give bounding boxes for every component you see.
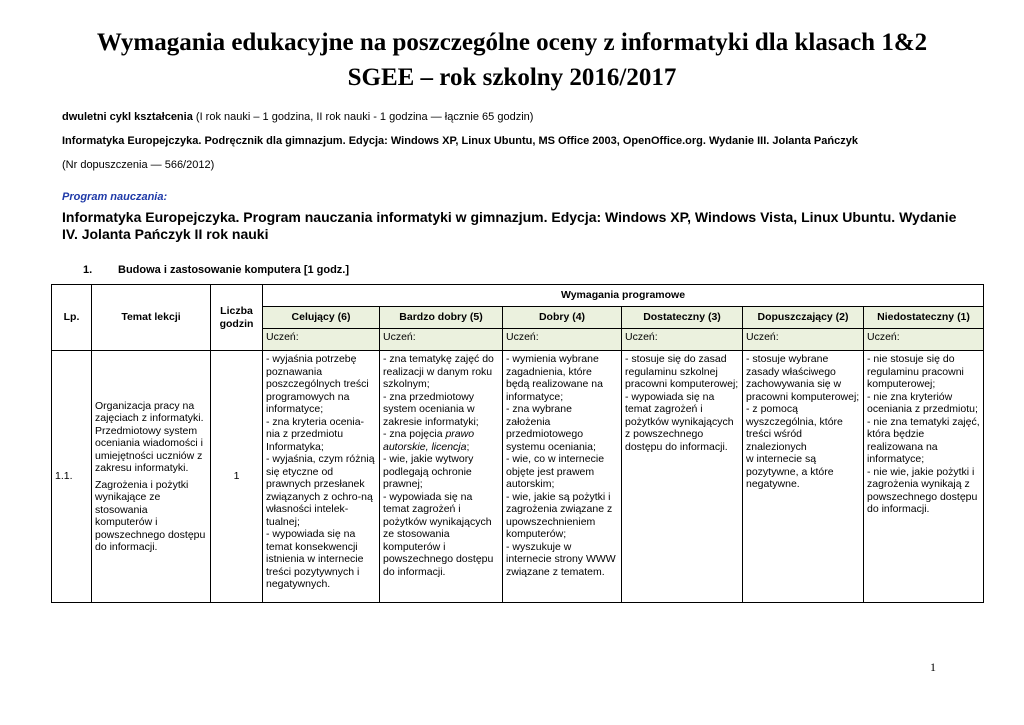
requirements-celujacy: - wyjaśnia potrzebę poznawania poszczególnych treści programowych na informatyce; - zna kryteria ocenia-nia z przedmiotu Informatyka; - wyjaśnia, czym różnią się etyczne od prawnych przesłanek związanych z ochro-ną własności intelek-tualnej; - wypowiada się na temat konsekwencji istnienia w internecie treści pozytywnych i negatywnych. xyxy=(263,351,380,603)
section-title: Budowa i zastosowanie komputera [1 godz.] xyxy=(118,264,350,276)
requirements-table xyxy=(51,284,984,603)
requirements-bardzo-dobry-italic: prawo autorskie, licencja xyxy=(383,428,475,453)
requirements-bardzo-dobry xyxy=(380,351,503,603)
requirements-dobry: - wymienia wybrane zagadnienia, które będą realizowane na informatyce; - zna wybrane założenia przedmiotowego systemu oceniania; - wie, co w internecie objęte jest prawem autorskim; - wie, jakie są pożytki i zagrożenia związane z upowszechnieniem komputerów; - wyszukuje w internecie strony WWW związane z tematem. xyxy=(503,351,622,603)
header-grade-dobry: Dobry (4) xyxy=(503,307,622,329)
document-title-line2: SGEE – rok szkolny 2016/2017 xyxy=(347,64,677,91)
admission-number: (Nr dopuszczenia — 566/2012) xyxy=(62,159,215,171)
student-label: Uczeń: xyxy=(864,329,984,351)
section-number: 1. xyxy=(83,264,93,276)
header-grade-bardzo-dobry: Bardzo dobry (5) xyxy=(380,307,503,329)
student-label: Uczeń: xyxy=(380,329,503,351)
requirements-bardzo-dobry-part1: - zna tematykę zajęć do realizacji w danym roku szkolnym; - zna przedmiotowy system oceniania w zakresie informatyki; - zna pojęcia xyxy=(383,353,494,440)
student-label: Uczeń: xyxy=(743,329,864,351)
header-grade-niedostateczny: Niedostateczny (1) xyxy=(864,307,984,329)
cycle-line xyxy=(62,110,533,124)
page-number: 1 xyxy=(930,660,936,674)
student-label: Uczeń: xyxy=(622,329,743,351)
cycle-label: dwuletni cykl kształcenia xyxy=(62,111,193,123)
header-requirements: Wymagania programowe xyxy=(263,285,984,307)
header-grade-dostateczny: Dostateczny (3) xyxy=(622,307,743,329)
requirements-bardzo-dobry-part2: ; - wie, jakie wytwory podlegają ochronie prawnej; - wypowiada się na temat zagrożeń i pożytków wynikających ze stosowania komputerów i powszechnego dostępu do informacji. xyxy=(383,440,494,578)
document-title-line1: Wymagania edukacyjne na poszczególne oceny z informatyki dla klasach 1&2 xyxy=(96,29,928,56)
header-hours: Liczba godzin xyxy=(211,285,263,351)
requirements-niedostateczny: - nie stosuje się do regulaminu pracowni komputerowej; - nie zna kryteriów oceniania z przedmiotu; - nie zna tematyki zajęć, która będzie realizowana na informatyce; - nie wie, jakie pożytki i zagrożenia wynikają z powszechnego dostępu do informacji. xyxy=(864,351,984,603)
row-lp: 1.1. xyxy=(52,351,92,603)
program-title: Informatyka Europejczyka. Program nauczania informatyki w gimnazjum. Edycja: Windows XP, Windows Vista, Linux Ubuntu. Wydanie IV. Jolanta Pańczyk II rok nauki xyxy=(62,209,957,242)
student-label: Uczeń: xyxy=(263,329,380,351)
requirements-dopuszczajacy: - stosuje wybrane zasady właściwego zachowywania się w pracowni komputerowej; - z pomocą wyszczególnia, które treści wśród znalezionych w internecie są pozytywne, a które negatywne. xyxy=(743,351,864,603)
textbook-line: Informatyka Europejczyka. Podręcznik dla gimnazjum. Edycja: Windows XP, Linux Ubuntu, MS Office 2003, OpenOffice.org. Wydanie III. Jolanta Pańczyk xyxy=(62,135,858,147)
header-grade-dopuszczajacy: Dopuszczający (2) xyxy=(743,307,864,329)
header-grade-celujacy: Celujący (6) xyxy=(263,307,380,329)
student-label: Uczeń: xyxy=(503,329,622,351)
cycle-details: (I rok nauki – 1 godzina, II rok nauki - 1 godzina — łącznie 65 godzin) xyxy=(192,111,534,123)
row-topic xyxy=(92,351,211,603)
requirements-dostateczny: - stosuje się do zasad regulaminu szkolnej pracowni komputerowej; - wypowiada się na temat zagrożeń i pożytków wynikających z powszechnego dostępu do informacji. xyxy=(622,351,743,603)
row-topic-part2: Zagrożenia i pożytki wynikające ze stosowania komputerów i powszechnego dostępu do informacji. xyxy=(95,478,206,553)
section-heading xyxy=(83,264,349,276)
program-label: Program nauczania: xyxy=(62,191,168,203)
header-lp: Lp. xyxy=(52,285,92,351)
row-hours: 1 xyxy=(211,351,263,603)
row-topic-part1: Organizacja pracy na zajęciach z informatyki. Przedmiotowy system oceniania wiadomości i umiejętności uczniów z zakresu informatyki. xyxy=(95,399,204,474)
header-topic: Temat lekcji xyxy=(92,285,211,351)
